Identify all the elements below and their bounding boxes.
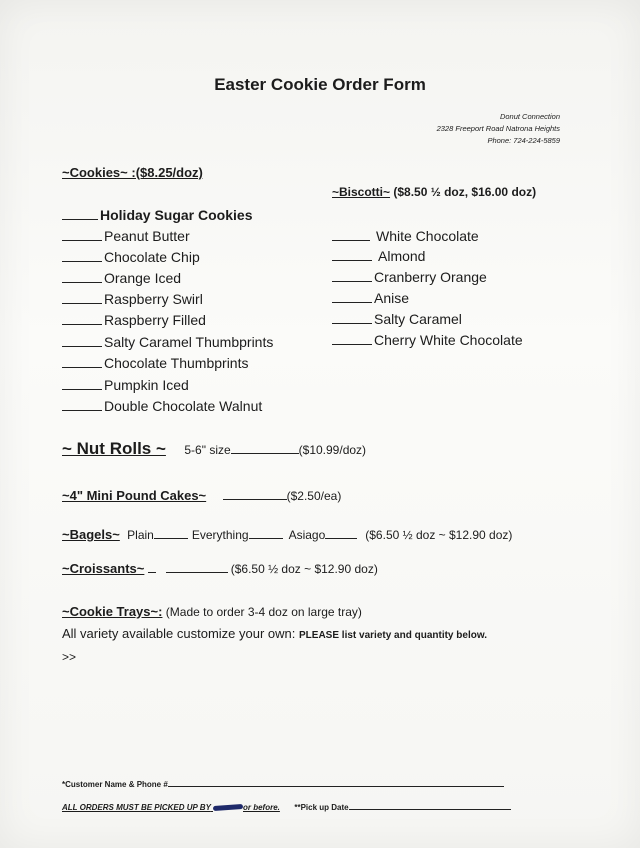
croissants-heading: ~Croissants~ [62,561,145,576]
cookie-trays-note: (Made to order 3-4 doz on large tray) [165,605,362,619]
quantity-blank[interactable] [332,248,372,261]
nut-rolls-size: 5-6" size [184,443,231,457]
nut-rolls-price: ($10.99/doz) [298,443,367,457]
quantity-blank[interactable] [332,290,372,303]
bagels-heading: ~Bagels~ [62,527,120,542]
cookie-item: Orange Iced [62,270,181,286]
cookie-item: Chocolate Chip [62,249,200,265]
quantity-blank[interactable] [62,312,102,325]
customer-input-line[interactable] [168,778,504,787]
pound-cakes-heading: ~4" Mini Pound Cakes~ [62,488,207,503]
bagels-plain-blank[interactable] [154,526,188,539]
bagels-asiago-label: Asiago [288,528,326,542]
scribbled-date [213,804,243,811]
bagels-row [62,526,512,542]
biscotti-item: White Chocolate [332,228,479,244]
quantity-blank[interactable] [332,311,372,324]
cookie-item: Holiday Sugar Cookies [62,207,252,223]
quantity-blank[interactable] [332,332,372,345]
quantity-blank[interactable] [332,269,372,282]
cookie-item: Raspberry Swirl [62,291,203,307]
quantity-blank[interactable] [62,355,102,368]
cookie-trays-line [62,626,487,641]
cookie-item: Raspberry Filled [62,312,206,328]
customer-label: *Customer Name & Phone # [62,780,168,789]
biscotti-item: Cherry White Chocolate [332,332,523,348]
cookie-item: Salty Caramel Thumbprints [62,334,273,350]
cookie-item: Chocolate Thumbprints [62,355,248,371]
cookie-item: Peanut Butter [62,228,190,244]
biscotti-heading: ~Biscotti~ ($8.50 ½ doz, $16.00 doz) [332,185,537,199]
cookie-trays-row [62,604,362,619]
biscotti-price: ($8.50 ½ doz, $16.00 doz) [393,185,537,199]
customize-text: All variety available customize your own: [62,626,296,641]
cookies-heading: ~Cookies~ :($8.25/doz) [62,165,203,180]
store-phone: Phone: 724-224-5859 [487,136,560,145]
biscotti-item: Anise [332,290,409,306]
croissants-row [62,560,378,576]
cookie-item: Double Chocolate Walnut [62,398,262,414]
bagels-everything-label: Everything [191,528,249,542]
quantity-blank[interactable] [62,207,98,220]
quantity-blank[interactable] [62,377,102,390]
bagels-plain-label: Plain [127,528,154,542]
quantity-blank[interactable] [62,398,102,411]
biscotti-item: Salty Caramel [332,311,462,327]
quantity-blank[interactable] [62,249,102,262]
quantity-blank[interactable] [62,334,102,347]
list-instruction: PLEASE list variety and quantity below. [299,630,488,641]
pound-cakes-quantity-blank[interactable] [223,487,287,500]
nut-rolls-quantity-blank[interactable] [231,441,299,454]
croissants-price: ($6.50 ½ doz ~ $12.90 doz) [230,562,378,576]
pickup-row [62,797,511,815]
store-address: 2328 Freeport Road Natrona Heights [436,124,560,133]
cookie-trays-heading: ~Cookie Trays~: [62,604,163,619]
croissants-blank-short[interactable] [148,560,156,573]
form-title: Easter Cookie Order Form [214,75,426,94]
bagels-price: ($6.50 ½ doz ~ $12.90 doz) [365,528,513,542]
quantity-blank[interactable] [62,270,102,283]
biscotti-item: Almond [332,248,425,264]
customer-row [62,774,504,792]
pickup-date-label: **Pick up Date [294,803,349,812]
pickup-notice: ALL ORDERS MUST BE PICKED UP BY or before. [62,803,280,812]
cookie-item: Pumpkin Iced [62,377,189,393]
list-arrow: >> [62,650,77,664]
nut-rolls-heading: ~ Nut Rolls ~ [62,439,166,458]
pound-cakes-price: ($2.50/ea) [286,489,342,503]
bagels-asiago-blank[interactable] [325,526,357,539]
quantity-blank[interactable] [62,291,102,304]
bagels-everything-blank[interactable] [249,526,283,539]
croissants-quantity-blank[interactable] [166,560,228,573]
pound-cakes-row [62,487,341,505]
pickup-date-line[interactable] [349,801,511,810]
biscotti-item: Cranberry Orange [332,269,487,285]
nut-rolls-row [62,439,366,459]
quantity-blank[interactable] [332,228,370,241]
store-name: Donut Connection [499,112,560,121]
quantity-blank[interactable] [62,228,102,241]
